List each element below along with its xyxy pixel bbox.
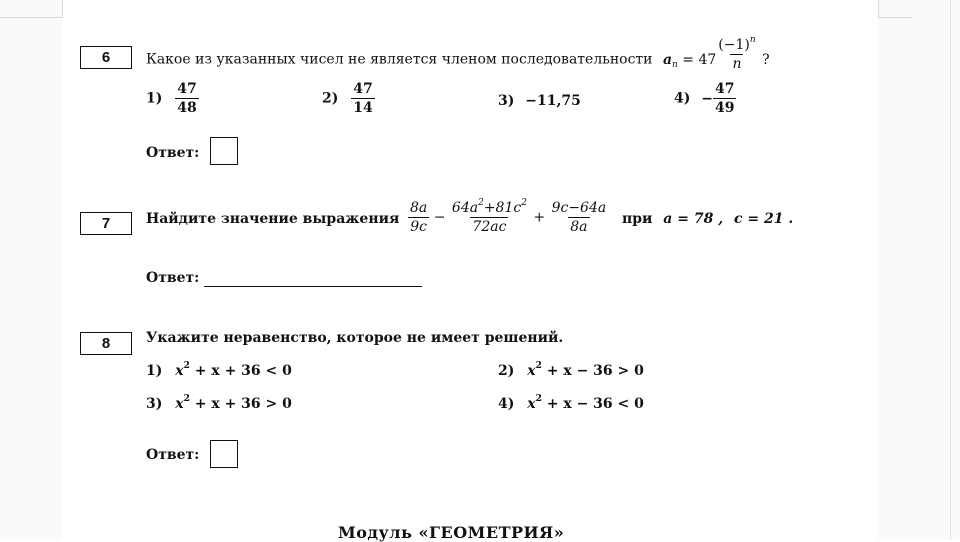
q8-option-1: 1) $x^2 + x + 36 < 0$	[146, 361, 292, 379]
question-6-prompt: Какое из указанных чисел не является членом последовательности	[146, 51, 653, 68]
q8-option-3: 3) $x^2 + x + 36 > 0$	[146, 394, 292, 412]
question-number-7: 7	[80, 212, 132, 235]
expression: $\frac{8a}{9c}$ − $\frac{64a^2+81c^2}{72ac}$ + $\frac{9c-64a}{8a}$	[410, 198, 607, 235]
q6-answer-label: Ответ:	[146, 145, 200, 161]
q7-answer-line[interactable]	[204, 286, 422, 287]
q6-option-4: 4) − $\frac{47}{49}$	[674, 81, 735, 116]
question-8-prompt: Укажите неравенство, которое не имеет решений.	[146, 330, 564, 346]
q8-answer-label: Ответ:	[146, 447, 200, 463]
module-title: Модуль «ГЕОМЕТРИЯ»	[338, 523, 565, 542]
left-margin-mark	[62, 0, 63, 18]
q6-option-1: 1) $\frac{47}{48}$	[146, 81, 197, 116]
question-6-text	[146, 35, 770, 73]
sequence-formula: $a_n = 47$ $\frac{(-1)^n}{n}$ ?	[662, 35, 770, 72]
right-margin-mark	[878, 0, 879, 18]
q8-answer-box[interactable]	[210, 440, 238, 468]
left-corner-line	[0, 17, 62, 18]
expression-condition: при a = 78 , c = 21 .	[622, 211, 794, 227]
question-7-prompt: Найдите значение выражения	[146, 211, 400, 227]
right-corner-line	[878, 17, 912, 18]
q8-option-2: 2) $x^2 + x - 36 > 0$	[498, 361, 644, 379]
q6-option-3: 3) −11,75	[498, 93, 581, 109]
question-number-8: 8	[80, 332, 132, 355]
q8-option-4: 4) $x^2 + x - 36 < 0$	[498, 394, 644, 412]
q7-answer-label: Ответ:	[146, 270, 200, 286]
question-number-6: 6	[80, 46, 132, 69]
q6-option-2: 2) $\frac{47}{14}$	[322, 81, 373, 116]
scrollbar-track[interactable]	[950, 0, 951, 540]
q6-answer-box[interactable]	[210, 137, 238, 165]
